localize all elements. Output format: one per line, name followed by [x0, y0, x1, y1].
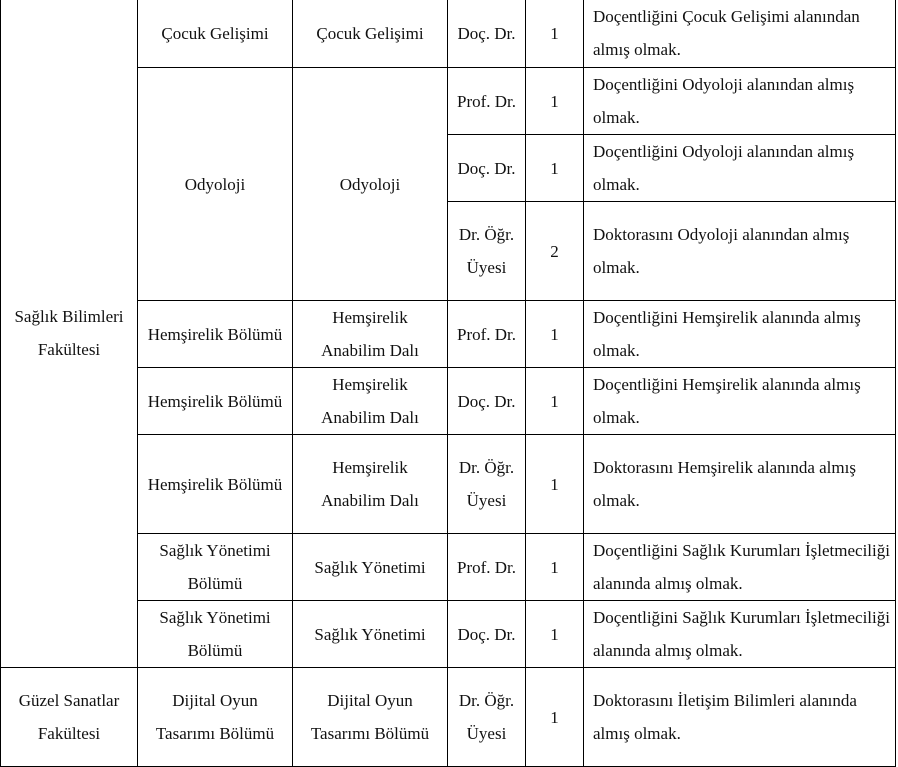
- title-cell: Prof. Dr.: [448, 301, 526, 368]
- count-cell: 2: [526, 202, 584, 301]
- division-cell: Çocuk Gelişimi: [293, 0, 448, 68]
- count-cell: 1: [526, 0, 584, 68]
- count-cell: 1: [526, 135, 584, 202]
- department-cell: Sağlık Yönetimi Bölümü: [138, 601, 293, 668]
- title-cell: Doç. Dr.: [448, 135, 526, 202]
- division-cell: Odyoloji: [293, 68, 448, 301]
- count-cell: 1: [526, 534, 584, 601]
- faculty-cell: Sağlık Bilimleri Fakültesi: [1, 0, 138, 668]
- title-cell: Prof. Dr.: [448, 68, 526, 135]
- title-cell: Dr. Öğr. Üyesi: [448, 202, 526, 301]
- requirement-cell: Doçentliğini Sağlık Kurumları İşletmeciliği alanında almış olmak.: [584, 534, 896, 601]
- division-cell: Dijital Oyun Tasarımı Bölümü: [293, 668, 448, 767]
- title-cell: Dr. Öğr. Üyesi: [448, 435, 526, 534]
- count-cell: 1: [526, 301, 584, 368]
- count-cell: 1: [526, 668, 584, 767]
- department-cell: Dijital Oyun Tasarımı Bölümü: [138, 668, 293, 767]
- department-cell: Odyoloji: [138, 68, 293, 301]
- requirement-cell: Doçentliğini Çocuk Gelişimi alanından almış olmak.: [584, 0, 896, 68]
- faculty-cell: Güzel Sanatlar Fakültesi: [1, 668, 138, 767]
- requirement-cell: Doktorasını İletişim Bilimleri alanında almış olmak.: [584, 668, 896, 767]
- count-cell: 1: [526, 68, 584, 135]
- title-cell: Dr. Öğr. Üyesi: [448, 668, 526, 767]
- table-row: [1, 0, 896, 68]
- requirement-cell: Doçentliğini Odyoloji alanından almış olmak.: [584, 135, 896, 202]
- requirement-cell: Doçentliğini Odyoloji alanından almış olmak.: [584, 68, 896, 135]
- division-cell: Hemşirelik Anabilim Dalı: [293, 301, 448, 368]
- title-cell: Doç. Dr.: [448, 601, 526, 668]
- requirement-cell: Doçentliğini Hemşirelik alanında almış olmak.: [584, 301, 896, 368]
- requirement-cell: Doçentliğini Sağlık Kurumları İşletmeciliği alanında almış olmak.: [584, 601, 896, 668]
- division-cell: Hemşirelik Anabilim Dalı: [293, 368, 448, 435]
- title-cell: Doç. Dr.: [448, 0, 526, 68]
- count-cell: 1: [526, 368, 584, 435]
- division-cell: Sağlık Yönetimi: [293, 534, 448, 601]
- requirement-cell: Doktorasını Hemşirelik alanında almış olmak.: [584, 435, 896, 534]
- requirement-cell: Doçentliğini Hemşirelik alanında almış olmak.: [584, 368, 896, 435]
- requirement-cell: Doktorasını Odyoloji alanından almış olmak.: [584, 202, 896, 301]
- department-cell: Çocuk Gelişimi: [138, 0, 293, 68]
- table-row: [1, 668, 896, 767]
- count-cell: 1: [526, 435, 584, 534]
- department-cell: Hemşirelik Bölümü: [138, 301, 293, 368]
- title-cell: Doç. Dr.: [448, 368, 526, 435]
- division-cell: Sağlık Yönetimi: [293, 601, 448, 668]
- department-cell: Sağlık Yönetimi Bölümü: [138, 534, 293, 601]
- count-cell: 1: [526, 601, 584, 668]
- division-cell: Hemşirelik Anabilim Dalı: [293, 435, 448, 534]
- department-cell: Hemşirelik Bölümü: [138, 368, 293, 435]
- department-cell: Hemşirelik Bölümü: [138, 435, 293, 534]
- title-cell: Prof. Dr.: [448, 534, 526, 601]
